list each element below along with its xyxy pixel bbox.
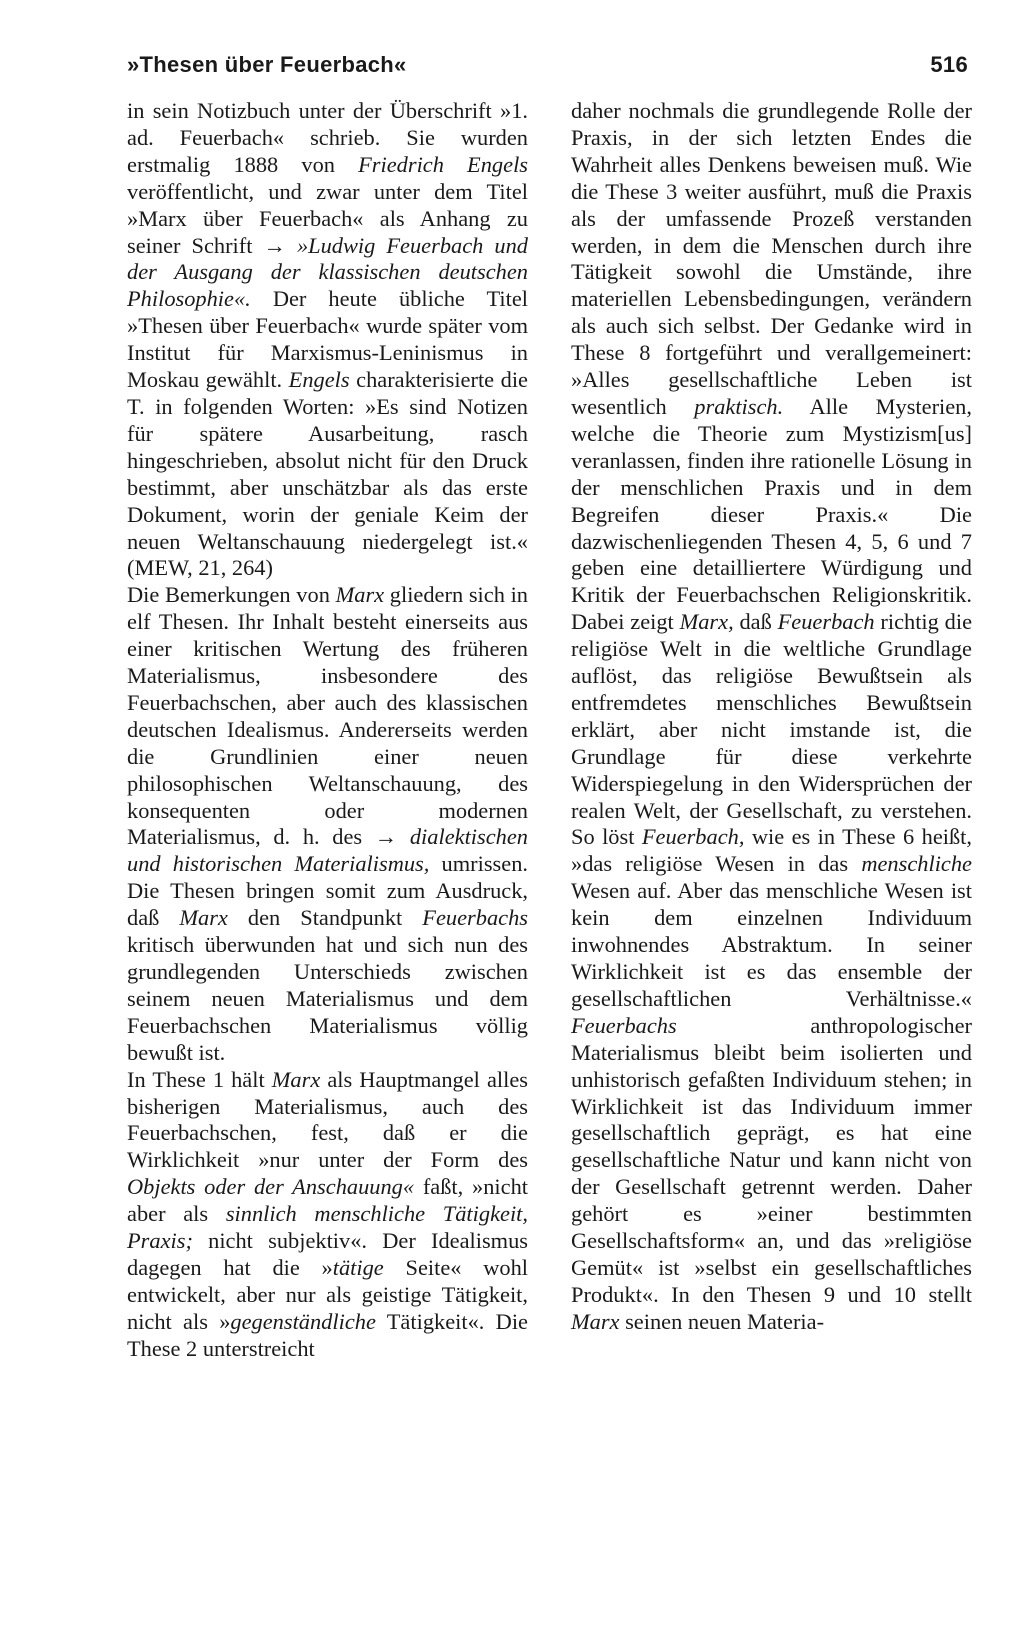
text-run: in sein Notizbuch unter der Überschrift »1. ad. Feuerbach« schrieb. Sie wurden erstmalig 1888 von — [127, 98, 528, 177]
italic-text: menschliche — [861, 851, 972, 877]
italic-text: Friedrich Engels — [358, 151, 528, 177]
italic-text: Marx — [271, 1066, 321, 1092]
italic-text: Marx — [179, 905, 228, 931]
italic-text: Feuerbach, — [641, 824, 745, 850]
italic-text: Feuerbachs — [571, 1012, 677, 1038]
text-run: kritisch überwunden hat und sich nun des grundlegenden Unterschieds zwischen seinem neuen Materialismus und dem Feuerbachschen Materialismus völlig bewußt ist. — [127, 932, 528, 1065]
text-run: In These 1 hält — [127, 1066, 272, 1092]
text-run: Die Bemerkungen von — [127, 582, 336, 608]
text-run: Der heute übliche Titel »Thesen über Feuerbach« wurde später vom Institut für Marxismus-Leninismus in Moskau gewählt. — [127, 286, 528, 393]
text-run: den Standpunkt — [227, 905, 423, 931]
text-run: daß — [733, 609, 778, 635]
text-run: anthropologischer Materialismus bleibt beim isolierten und unhistorisch gefaßten Individuum stehen; in Wirklichkeit ist das Individuum immer gesellschaftlich geprägt, es hat eine gesellschaftliche Natur und kann nicht von der Gesellschaft getrennt werden. Daher gehört es »einer bestimmten Gesellschaftsform« an, und das »religiöse Gemüt« ist »selbst ein gesellschaftliches Produkt«. In den Thesen 9 und 10 stellt — [571, 1012, 972, 1307]
italic-text: tätige — [332, 1254, 384, 1280]
italic-text: Marx — [335, 582, 385, 608]
italic-text: Feuerbachs — [422, 905, 528, 931]
right-column — [571, 98, 972, 1336]
text-run: faßt, »nicht aber als — [127, 1174, 528, 1227]
paragraph — [127, 98, 528, 582]
text-run: nicht subjektiv«. Der Idealismus dagegen hat die » — [127, 1228, 528, 1280]
paragraph — [127, 582, 528, 1066]
paragraph — [571, 98, 972, 1336]
italic-text: Marx, — [679, 609, 734, 635]
running-head: »Thesen über Feuerbach« — [127, 52, 407, 77]
text-run: Wesen auf. Aber das menschliche Wesen ist kein dem einzelnen Individuum inwohnendes Abstraktum. In seiner Wirklichkeit ist es das ensemble der gesellschaftlichen Verhältnisse.« — [571, 878, 972, 1011]
italic-text: »Ludwig Feuerbach und der Ausgang der klassischen deutschen Philosophie«. — [127, 232, 528, 312]
italic-text: praktisch. — [694, 393, 784, 419]
text-run: veröffentlicht, und zwar unter dem Titel »Marx über Feuerbach« als Anhang zu seiner Schrift → — [127, 178, 528, 258]
italic-text: Feuerbach — [777, 609, 875, 635]
text-run: seinen neuen Materia- — [619, 1308, 825, 1334]
page-header — [127, 52, 968, 88]
text-run: umrissen. Die Thesen bringen somit zum Ausdruck, daß — [127, 851, 528, 931]
italic-text: Objekts oder der Anschauung« — [127, 1174, 415, 1200]
italic-text: sinnlich menschliche Tätigkeit, Praxis; — [127, 1201, 528, 1254]
text-run: gliedern sich in elf Thesen. Ihr Inhalt besteht einerseits aus einer kritischen Wertung des früheren Materialismus, insbesondere des Feuerbachschen, aber auch des klassischen deutschen Idealismus. Andererseits werden die Grundlinien einer neuen philosophischen Weltanschauung, des konsequenten oder modernen Materialismus, d. h. des → — [127, 582, 529, 850]
text-run: Seite« wohl entwickelt, aber nur als geistige Tätigkeit, nicht als » — [127, 1254, 528, 1334]
text-run: daher nochmals die grundlegende Rolle der Praxis, in der sich letzten Endes die Wahrheit alles Denkens beweisen muß. Wie die These 3 weiter ausführt, muß die Praxis als der umfassende Prozeß verstanden werden, in dem die Menschen durch ihre Tätigkeit sowohl die Umstände, ihre materiellen Lebensbedingungen, verändern als auch sich selbst. Der Gedanke wird in These 8 fortgeführt und verallgemeinert: »Alles gesellschaftliche Leben ist wesentlich — [571, 98, 972, 419]
paragraph — [127, 1067, 528, 1363]
text-run: Tätigkeit«. Die These 2 unterstreicht — [127, 1308, 528, 1361]
text-run: richtig die religiöse Welt in die weltliche Grundlage auflöst, das religiöse Bewußtsein als entfremdetes menschliches Bewußtsein erklärt, aber nicht imstande ist, die Grundlage für diese verkehrte Widerspiegelung in den Widersprüchen der realen Welt, der Gesellschaft, zu verstehen. So löst — [571, 609, 973, 850]
left-column — [127, 98, 528, 1363]
italic-text: dialektischen und historischen Materialismus, — [127, 824, 528, 877]
italic-text: Engels — [288, 367, 350, 393]
text-run: charakterisierte die T. in folgenden Worten: »Es sind Notizen für spätere Ausarbeitung, rasch hingeschrieben, absolut nicht für den Druck bestimmt, aber unschätzbar als das erste Dokument, worin der geniale Keim der neuen Weltanschauung niedergelegt ist.« (MEW, 21, 264) — [127, 367, 528, 581]
italic-text: gegenständliche — [230, 1308, 376, 1334]
text-run: wie es in These 6 heißt, »das religiöse Wesen in das — [571, 824, 972, 877]
text-run: Alle Mysterien, welche die Theorie zum Mystizism[us] veranlassen, finden ihre rationelle Lösung in der menschlichen Praxis und in dem Begreifen dieser Praxis.« Die dazwischenliegenden Thesen 4, 5, 6 und 7 geben eine detailliertere Würdigung und Kritik der Feuerbachschen Religionskritik. Dabei zeigt — [571, 393, 972, 635]
page-number: 516 — [930, 52, 968, 77]
text-run: als Hauptmangel alles bisherigen Materialismus, auch des Feuerbachschen, fest, daß er die Wirklichkeit »nur unter der Form des — [127, 1066, 528, 1173]
italic-text: Marx — [571, 1308, 620, 1334]
